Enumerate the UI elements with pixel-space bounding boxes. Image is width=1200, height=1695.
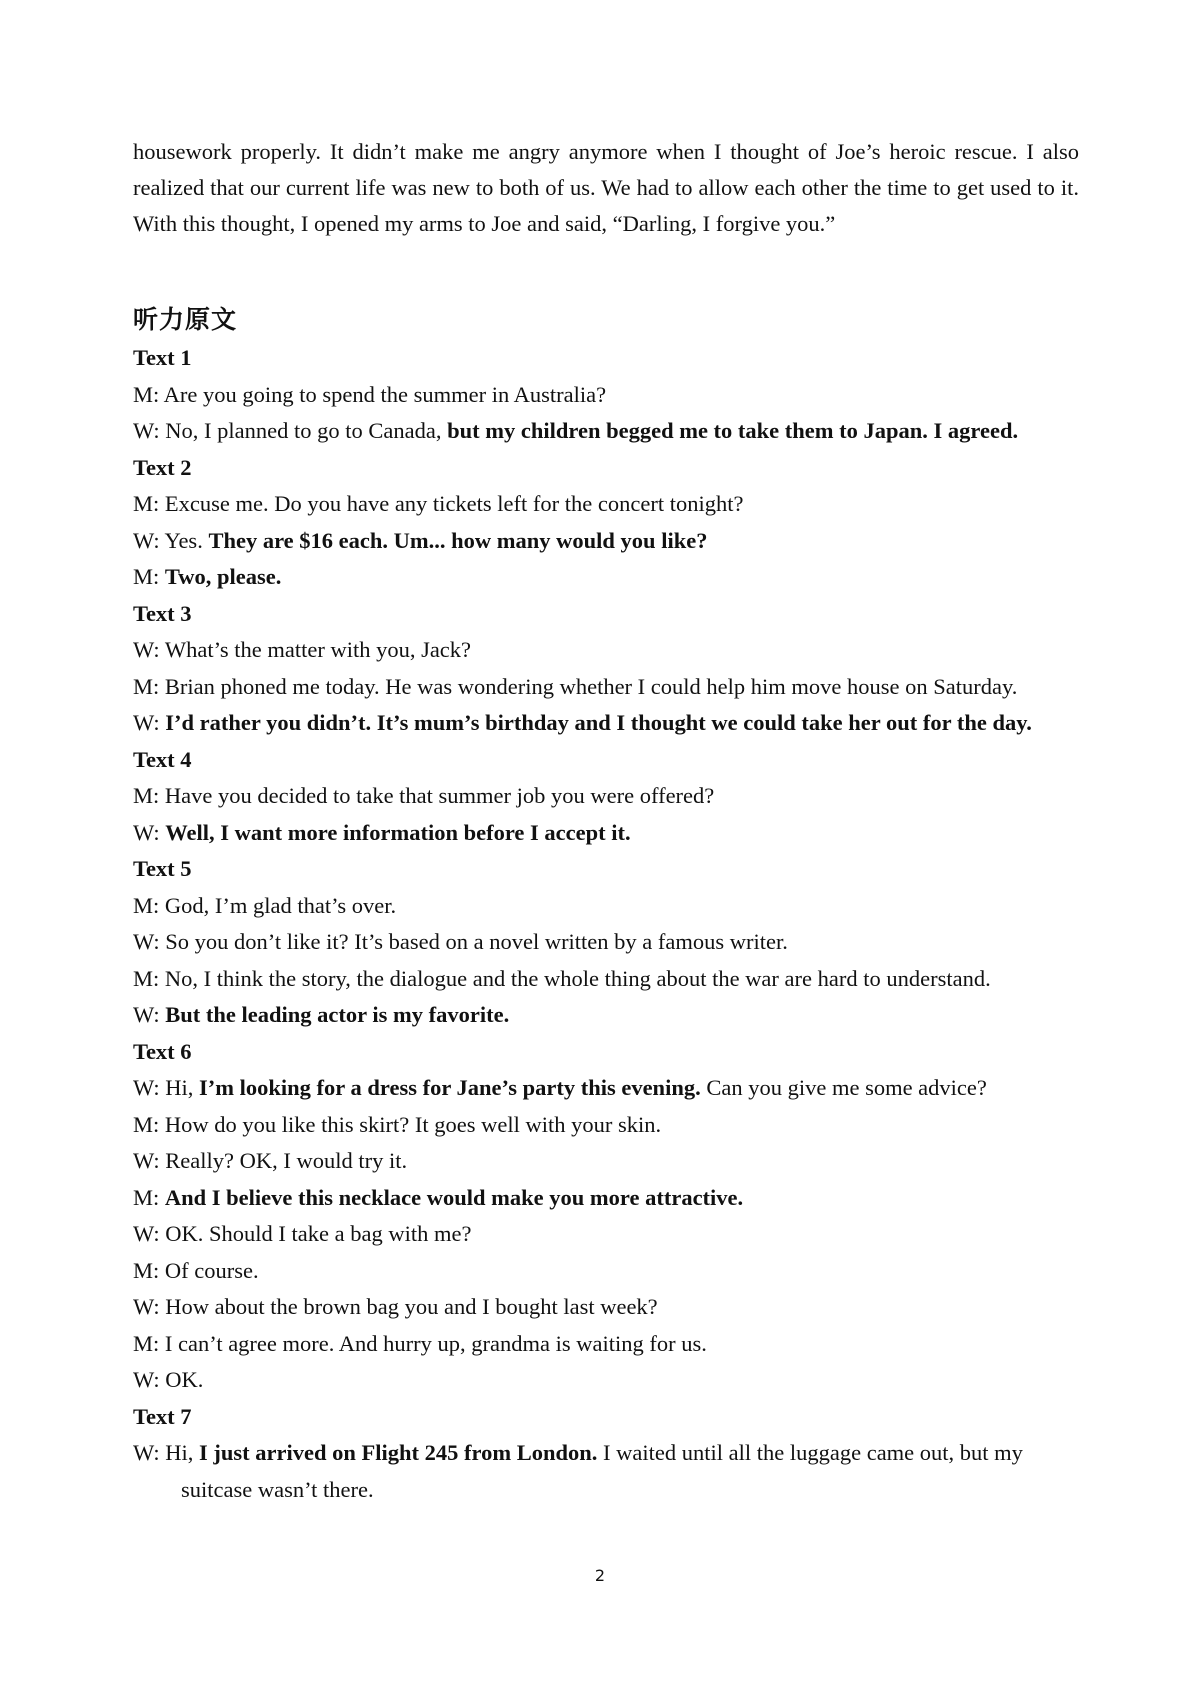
bold-text-segment: They are $16 each. Um... how many would you like?: [208, 527, 708, 553]
text-segment: How do you like this skirt? It goes well with your skin.: [164, 1111, 662, 1137]
dialogue-line: [133, 1107, 1079, 1144]
page-number: 2: [594, 1566, 606, 1585]
text-segment: How about the brown bag you and I bought last week?: [165, 1294, 658, 1319]
dialogue-line: [133, 888, 1079, 925]
speaker-label: M:: [133, 491, 165, 516]
text-segment: Are you going to spend the summer in Australia?: [163, 381, 607, 407]
text-heading: Text 4: [133, 746, 192, 772]
intro-paragraph: housework properly. It didn’t make me angry anymore when I thought of Joe’s heroic rescue. I also realized that our current life was new to both of us. We had to allow each other the time to get used to it. With this thought, I opened my arms to Joe and said, “Darling, I forgive you.”: [133, 139, 1079, 236]
speaker-label: M:: [133, 673, 165, 699]
dialogue-line: [133, 523, 1079, 560]
text-heading: Text 3: [133, 600, 192, 626]
dialogue-line: [133, 1070, 1079, 1107]
text-segment: Can you give me some advice?: [700, 1075, 987, 1100]
dialogue-line: [133, 559, 1079, 596]
speaker-label: M:: [133, 564, 165, 589]
speaker-label: M:: [133, 892, 165, 918]
text-segment: I waited until all the luggage came out, but my suitcase wasn’t there.: [181, 1440, 1023, 1502]
dialogue-line: [133, 377, 1079, 414]
speaker-label: W:: [133, 929, 166, 954]
text-heading: Text 7: [133, 1403, 192, 1429]
bold-text-segment: I’d rather you didn’t. It’s mum’s birthday and I thought we could take her out for the day.: [165, 710, 1032, 735]
speaker-label: W:: [133, 637, 165, 662]
dialogue-line: [133, 705, 1079, 742]
text-segment: Brian phoned me today. He was wondering whether I could help him move house on Saturday.: [164, 673, 1018, 699]
bold-text-segment: I just arrived on Flight 245 from London.: [199, 1440, 598, 1465]
dialogue-line: [133, 1253, 1079, 1290]
text-block: [133, 742, 1079, 852]
speaker-label: W:: [133, 1148, 166, 1173]
dialogue-line: [133, 961, 1079, 998]
text-segment: God, I’m glad that’s over.: [164, 892, 397, 918]
text-segment: No, I think the story, the dialogue and the whole thing about the war are hard to understand.: [164, 965, 991, 991]
bold-text-segment: Two, please.: [164, 564, 282, 589]
text-segment: Of course.: [164, 1257, 259, 1283]
text-heading: Text 1: [133, 345, 192, 370]
speaker-label: W:: [133, 527, 165, 553]
text-segment: OK. Should I take a bag with me?: [165, 1221, 472, 1246]
bold-text-segment: And I believe this necklace would make you more attractive.: [164, 1184, 744, 1210]
dialogue-line: [133, 1143, 1079, 1180]
bold-text-segment: Well, I want more information before I accept it.: [165, 819, 631, 845]
text-segment: Hi,: [165, 1440, 200, 1465]
speaker-label: M:: [133, 1257, 165, 1283]
dialogue-line: [133, 815, 1079, 852]
speaker-label: W:: [133, 1367, 166, 1392]
listening-transcript: [133, 340, 1079, 1508]
dialogue-line: [133, 486, 1079, 523]
bold-text-segment: I’m looking for a dress for Jane’s party this evening.: [199, 1075, 701, 1100]
dialogue-line: [133, 1326, 1079, 1363]
speaker-label: W:: [133, 819, 166, 845]
speaker-label: W:: [133, 1221, 166, 1246]
speaker-label: W:: [133, 418, 166, 443]
text-segment: What’s the matter with you, Jack?: [164, 637, 472, 662]
speaker-label: W:: [133, 710, 166, 735]
dialogue-line: [133, 1180, 1079, 1217]
dialogue-line: [133, 1362, 1079, 1399]
dialogue-line: [133, 1289, 1079, 1326]
text-heading: Text 2: [133, 454, 192, 480]
text-segment: Really? OK, I would try it.: [165, 1148, 408, 1173]
section-title: 听力原文: [133, 305, 238, 334]
speaker-label: W:: [133, 1440, 166, 1465]
document-page: [133, 134, 1079, 1508]
text-segment: No, I planned to go to Canada,: [165, 418, 448, 443]
text-block: [133, 851, 1079, 1034]
text-segment: OK.: [165, 1367, 204, 1392]
text-heading: Text 5: [133, 856, 192, 881]
speaker-label: M:: [133, 783, 165, 808]
text-block: [133, 1034, 1079, 1399]
dialogue-line: [133, 632, 1079, 669]
dialogue-line: [133, 778, 1079, 815]
text-segment: Hi,: [165, 1075, 200, 1100]
text-segment: So you don’t like it? It’s based on a novel written by a famous writer.: [165, 929, 788, 954]
text-block: [133, 340, 1079, 450]
speaker-label: M:: [133, 965, 165, 991]
text-segment: I can’t agree more. And hurry up, grandma is waiting for us.: [164, 1330, 707, 1356]
dialogue-line: [133, 1216, 1079, 1253]
dialogue-line: [133, 1435, 1079, 1508]
bold-text-segment: But the leading actor is my favorite.: [165, 1002, 510, 1027]
text-block: [133, 596, 1079, 742]
dialogue-line: [133, 924, 1079, 961]
text-block: [133, 450, 1079, 596]
bold-text-segment: but my children begged me to take them to Japan. I agreed.: [447, 418, 1019, 443]
text-segment: Yes.: [164, 527, 209, 553]
speaker-label: M:: [133, 381, 164, 407]
speaker-label: M:: [133, 1111, 165, 1137]
dialogue-line: [133, 997, 1079, 1034]
text-segment: Excuse me. Do you have any tickets left for the concert tonight?: [164, 491, 744, 516]
text-heading: Text 6: [133, 1038, 192, 1064]
speaker-label: M:: [133, 1330, 165, 1356]
dialogue-line: [133, 669, 1079, 706]
speaker-label: W:: [133, 1075, 166, 1100]
text-block: [133, 1399, 1079, 1509]
dialogue-line: [133, 413, 1079, 450]
speaker-label: M:: [133, 1184, 165, 1210]
intro-section: [133, 134, 1079, 242]
speaker-label: W:: [133, 1294, 166, 1319]
speaker-label: W:: [133, 1002, 166, 1027]
text-segment: Have you decided to take that summer job you were offered?: [164, 783, 715, 808]
